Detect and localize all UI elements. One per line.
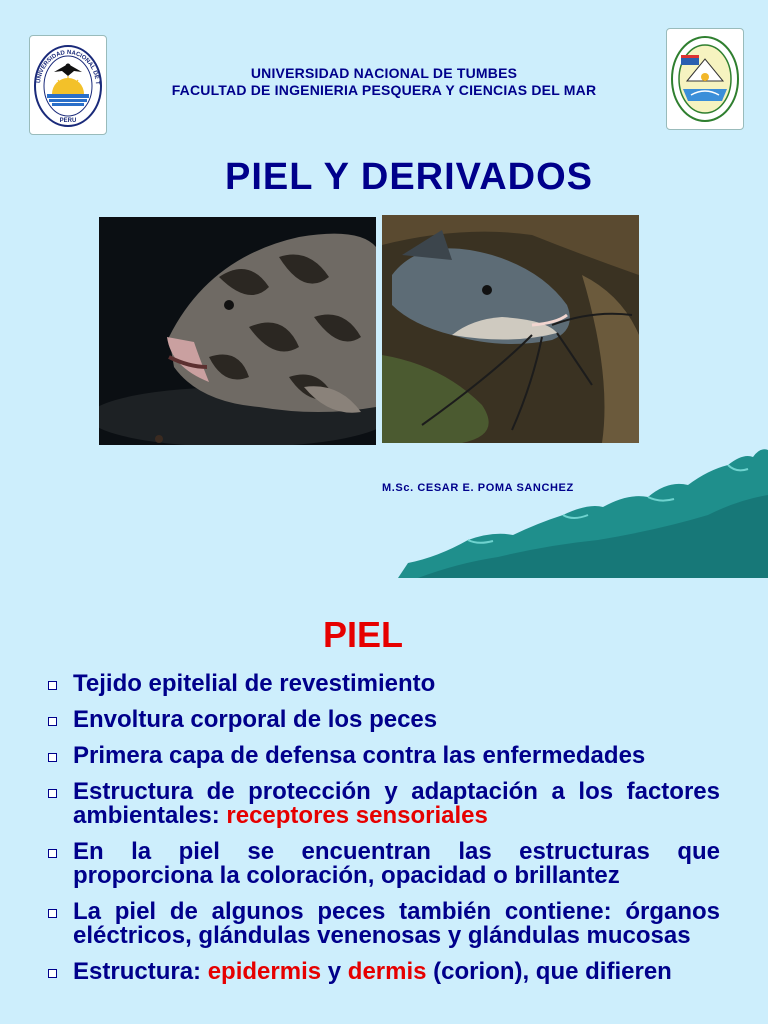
- square-bullet-icon: [48, 789, 57, 798]
- bullet-text: Estructura:: [73, 958, 208, 985]
- bullet-item: [46, 960, 720, 984]
- bullet-text: La piel de algunos peces también contiene: órganos eléctricos, glándulas venenosas y glándulas mucosas: [73, 898, 720, 949]
- bullet-text: En la piel se encuentran las estructuras que proporciona la coloración, opacidad o brillantez: [73, 838, 720, 889]
- catfish-photo: [382, 215, 639, 443]
- bullet-item: [46, 840, 720, 888]
- bullet-list: [46, 672, 720, 996]
- bullet-item: [46, 900, 720, 948]
- square-bullet-icon: [48, 849, 57, 858]
- author-credit: M.Sc. CESAR E. POMA SANCHEZ: [382, 482, 574, 494]
- highlighted-term: epidermis: [207, 958, 322, 985]
- university-name: UNIVERSIDAD NACIONAL DE TUMBES: [250, 65, 518, 81]
- bullet-item: [46, 672, 720, 696]
- bullet-text: y: [321, 958, 348, 985]
- bullet-text: Estructura de protección y adaptación a los factores ambientales:: [73, 778, 720, 829]
- bullet-text: Envoltura corporal de los peces: [73, 706, 438, 733]
- square-bullet-icon: [48, 717, 57, 726]
- bullet-item: [46, 780, 720, 828]
- square-bullet-icon: [48, 681, 57, 690]
- bullet-text: Tejido epitelial de revestimiento: [73, 670, 436, 697]
- faculty-seal-logo: [666, 28, 744, 130]
- presentation-title: PIEL Y DERIVADOS: [225, 156, 593, 198]
- bullet-text: (corion), que difieren: [426, 958, 672, 985]
- square-bullet-icon: [48, 909, 57, 918]
- bullet-item: [46, 708, 720, 732]
- grouper-fish-photo: [99, 217, 376, 445]
- square-bullet-icon: [48, 969, 57, 978]
- seal-country-text: PERU: [59, 118, 77, 124]
- seal-arc-text: UNIVERSIDAD NACIONAL DE T: [36, 49, 101, 85]
- bullet-item: [46, 744, 720, 768]
- section-title: PIEL: [322, 614, 403, 655]
- highlighted-term: receptores sensoriales: [226, 802, 488, 829]
- piel-slide: [0, 578, 768, 1024]
- highlighted-term: dermis: [347, 958, 427, 985]
- square-bullet-icon: [48, 753, 57, 762]
- bullet-text: Primera capa de defensa contra las enfermedades: [73, 742, 646, 769]
- decorative-wave-graphic: [398, 445, 768, 578]
- faculty-name: FACULTAD DE INGENIERIA PESQUERA Y CIENCIAS DEL MAR: [171, 82, 597, 98]
- university-seal-logo: [29, 35, 107, 135]
